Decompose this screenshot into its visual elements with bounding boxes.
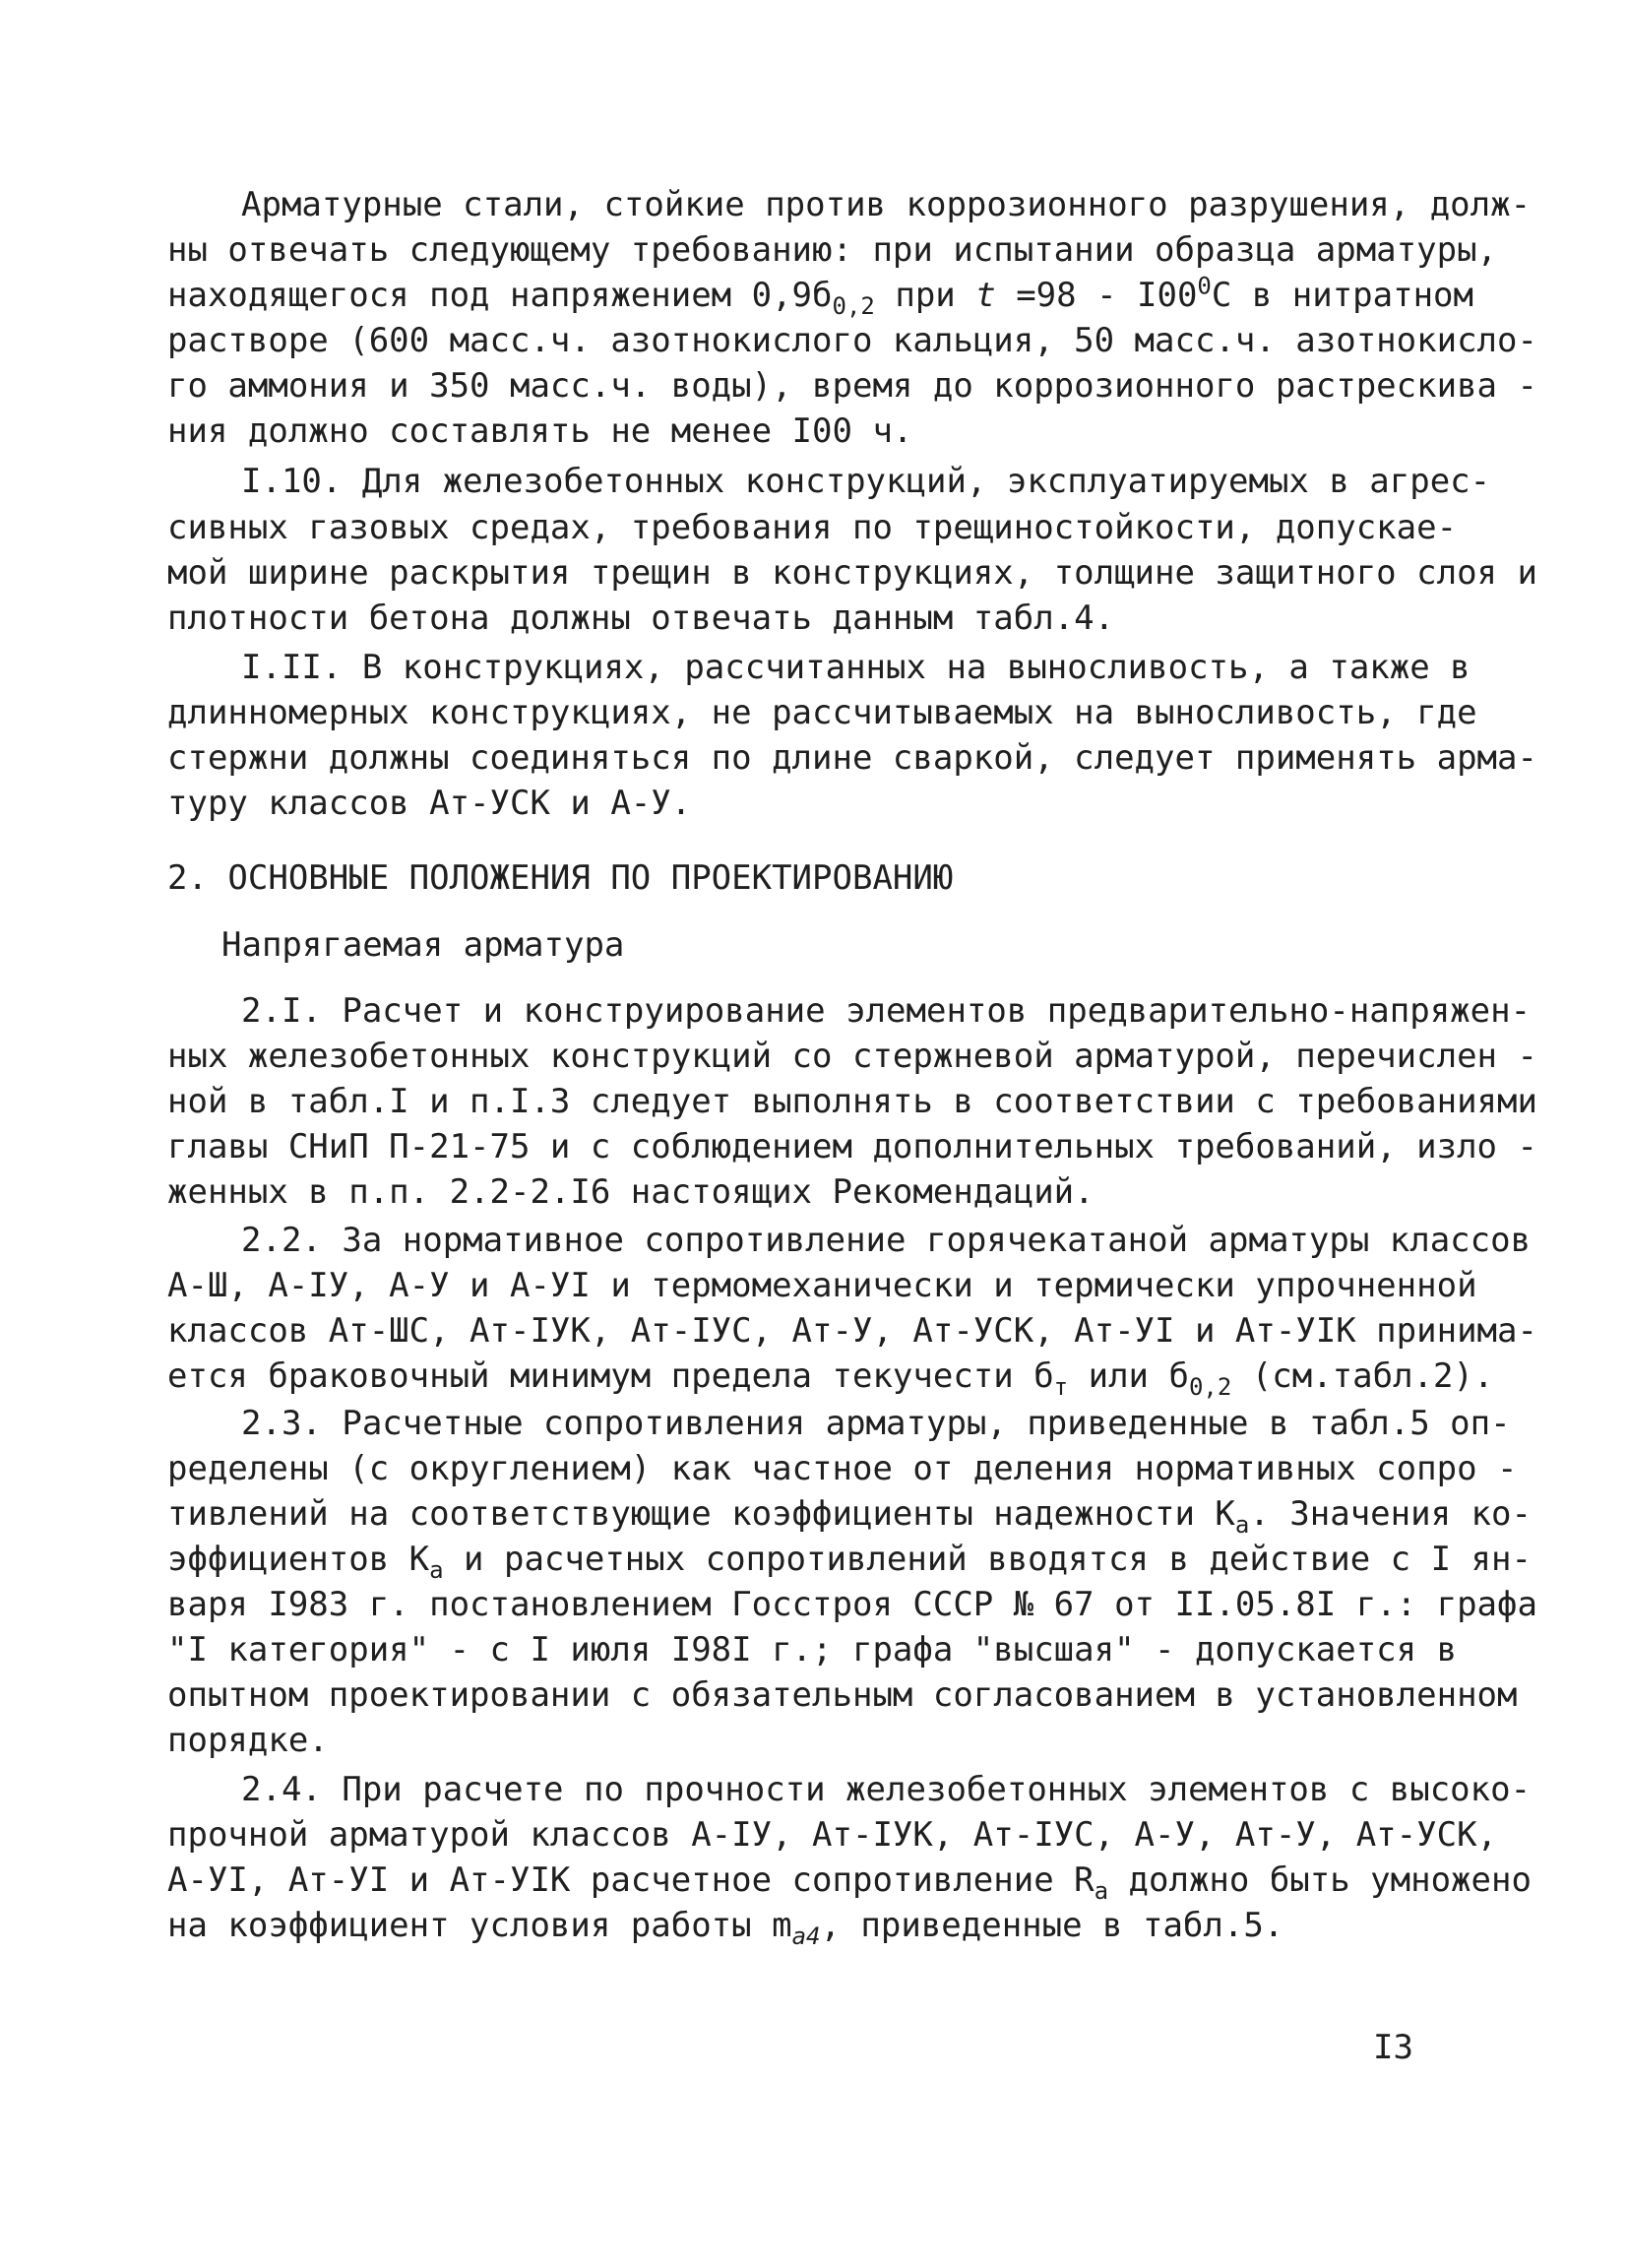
text-line: сивных газовых средах, требования по трещиностойкости, допускае-: [167, 508, 1458, 547]
text-line: порядке.: [167, 1721, 329, 1760]
text-line: ны отвечать следующему требованию: при испытании образца арматуры,: [167, 230, 1498, 270]
text-line: мой ширине раскрытия трещин в конструкциях, толщине защитного слоя и: [167, 553, 1537, 593]
text-line: "I категория" - с I июля I98I г.; графа "высшая" - допускается в: [167, 1630, 1458, 1670]
text-line: варя I983 г. постановлением Госстроя СССР № 67 от II.05.8I г.: графа: [167, 1585, 1537, 1624]
text-line: опытном проектировании с обязательным согласованием в установленном: [167, 1675, 1518, 1715]
text-line-formula: [167, 1354, 1494, 1401]
text-line: ной в табл.I и п.I.3 следует выполнять в соответствии с требованиями: [167, 1082, 1537, 1121]
text-fragment: (см.табл.2).: [1231, 1356, 1494, 1396]
text-line: плотности бетона должны отвечать данным табл.4.: [167, 598, 1115, 638]
text-fragment: должно быть умножено: [1108, 1860, 1532, 1900]
text-line: 2.4. При расчете по прочности железобетонных элементов с высоко-: [241, 1770, 1532, 1809]
subscript: т: [1053, 1372, 1069, 1401]
page-number: I3: [1373, 2028, 1413, 2067]
text-line: ных железобетонных конструкций со стержневой арматурой, перечислен -: [167, 1037, 1537, 1076]
text-line: женных в п.п. 2.2-2.I6 настоящих Рекомендаций.: [167, 1172, 1095, 1212]
subsection-heading: Напрягаемая арматура: [221, 925, 625, 965]
superscript: 0: [1197, 272, 1212, 300]
text-line: А-Ш, А-IУ, А-У и А-УI и термомеханически и термически упрочненной: [167, 1266, 1477, 1305]
subscript: а: [429, 1555, 444, 1584]
text-line: длинномерных конструкциях, не рассчитываемых на выносливость, где: [167, 693, 1477, 732]
temperature-symbol: t: [975, 276, 996, 315]
text-fragment: =98 - I00: [995, 276, 1198, 315]
text-line: туру классов Ат-УСК и А-У.: [167, 784, 692, 823]
text-fragment: или б: [1068, 1356, 1189, 1396]
subscript: а4: [791, 1922, 821, 1950]
subscript: 0,2: [1188, 1372, 1232, 1401]
text-line: I.II. В конструкциях, рассчитанных на выносливость, а также в: [241, 648, 1471, 687]
text-line-formula: [167, 1538, 1532, 1584]
section-heading: 2. ОСНОВНЫЕ ПОЛОЖЕНИЯ ПО ПРОЕКТИРОВАНИЮ: [167, 858, 954, 898]
text-line: I.10. Для железобетонных конструкций, эксплуатируемых в агрес-: [241, 462, 1491, 501]
subscript: а: [1234, 1510, 1250, 1539]
text-line-formula: [167, 272, 1473, 320]
text-fragment: C в нитратном: [1211, 276, 1473, 315]
text-line-formula: [167, 1904, 1457, 1950]
text-line-formula: [167, 1858, 1532, 1905]
text-fragment: находящегося под напряжением 0,9б: [167, 276, 833, 315]
text-line: ределены (с округлением) как частное от деления нормативных сопро -: [167, 1449, 1518, 1488]
text-line: главы СНиП П-21-75 и с соблюдением дополнительных требований, изло -: [167, 1127, 1537, 1166]
text-fragment: при: [874, 276, 976, 315]
text-fragment: . Значения ко-: [1249, 1494, 1532, 1534]
text-fragment: ется браковочный минимум предела текучести б: [167, 1356, 1054, 1396]
text-fragment: эффициентов К: [167, 1540, 430, 1579]
text-line: 2.3. Расчетные сопротивления арматуры, приведенные в табл.5 оп-: [241, 1404, 1511, 1443]
text-fragment: , приведенные в табл.5.: [820, 1906, 1284, 1945]
text-fragment: тивлений на соответствующие коэффициенты надежности К: [167, 1494, 1235, 1534]
text-line: растворе (600 масс.ч. азотнокислого кальция, 50 масс.ч. азотнокисло-: [167, 321, 1537, 360]
text-line: прочной арматурой классов А-IУ, Ат-IУК, Ат-IУС, А-У, Ат-У, Ат-УСК,: [167, 1815, 1498, 1855]
subscript: а: [1094, 1876, 1109, 1905]
text-line: классов Ат-ШС, Ат-IУК, Ат-IУС, Ат-У, Ат-УСК, Ат-УI и Ат-УIК принима-: [167, 1311, 1537, 1351]
text-line-formula: [167, 1492, 1532, 1539]
text-line: го аммония и 350 масс.ч. воды), время до коррозионного растрескива -: [167, 366, 1537, 406]
text-line: ния должно составлять не менее I00 ч.: [167, 411, 913, 451]
text-line: 2.I. Расчет и конструирование элементов предварительно-напряжен-: [241, 991, 1532, 1031]
subscript: 0,2: [832, 291, 875, 320]
text-fragment: и расчетных сопротивлений вводятся в действие с I ян-: [443, 1540, 1532, 1579]
text-fragment: А-УI, Ат-УI и Ат-УIК расчетное сопротивление R: [167, 1860, 1095, 1900]
text-line: стержни должны соединяться по длине сваркой, следует применять арма-: [167, 738, 1537, 778]
text-fragment: на коэффициент условия работы m: [167, 1906, 792, 1945]
text-line: Арматурные стали, стойкие против коррозионного разрушения, долж-: [241, 185, 1532, 224]
text-line: 2.2. За нормативное сопротивление горячекатаной арматуры классов: [241, 1221, 1532, 1260]
